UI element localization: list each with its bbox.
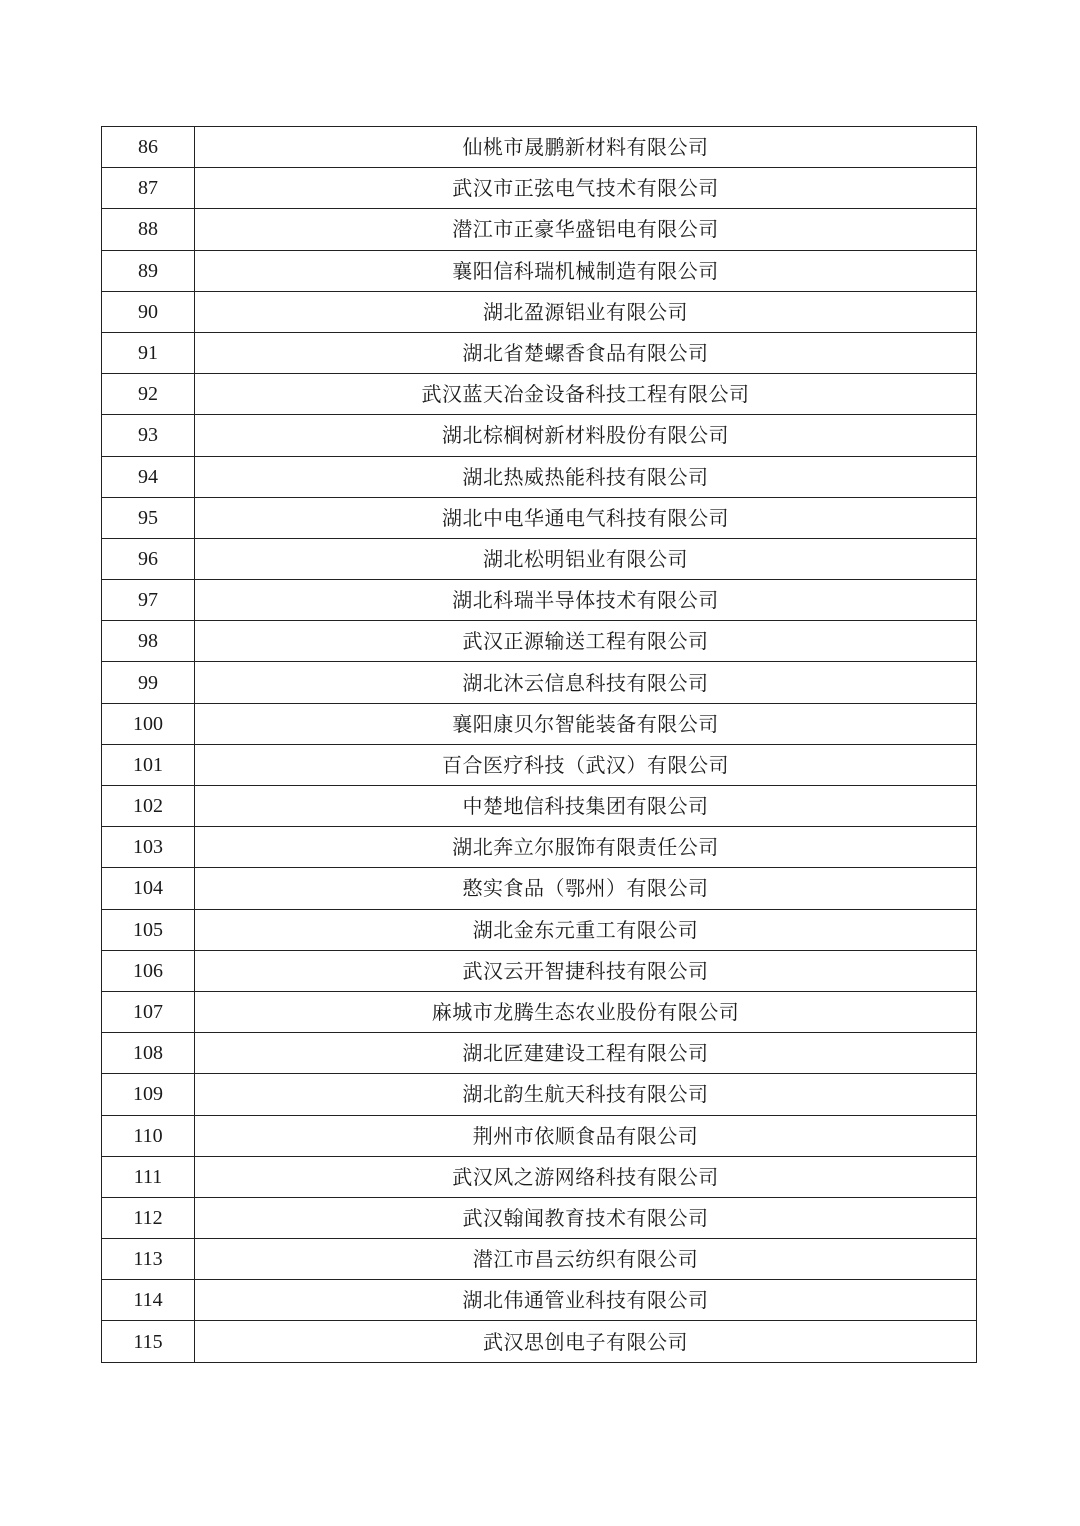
company-name-cell: 憨实食品（鄂州）有限公司 (195, 868, 977, 909)
company-name-cell: 潜江市昌云纺织有限公司 (195, 1239, 977, 1280)
row-number-cell: 115 (102, 1321, 195, 1362)
row-number-cell: 107 (102, 991, 195, 1032)
company-name-cell: 湖北棕榈树新材料股份有限公司 (195, 415, 977, 456)
company-name-cell: 湖北热威热能科技有限公司 (195, 456, 977, 497)
table-row (102, 1115, 977, 1156)
row-number-cell: 92 (102, 374, 195, 415)
table-row (102, 1239, 977, 1280)
row-number-cell: 109 (102, 1074, 195, 1115)
company-name-cell: 仙桃市晟鹏新材料有限公司 (195, 127, 977, 168)
row-number-cell: 111 (102, 1156, 195, 1197)
table-row (102, 374, 977, 415)
row-number-cell: 94 (102, 456, 195, 497)
company-name-cell: 潜江市正豪华盛铝电有限公司 (195, 209, 977, 250)
row-number-cell: 91 (102, 332, 195, 373)
table-row (102, 415, 977, 456)
table-row (102, 1321, 977, 1362)
table-row (102, 538, 977, 579)
company-name-cell: 荆州市依顺食品有限公司 (195, 1115, 977, 1156)
company-name-cell: 湖北科瑞半导体技术有限公司 (195, 580, 977, 621)
row-number-cell: 89 (102, 250, 195, 291)
table-body (102, 127, 977, 1363)
table-row (102, 332, 977, 373)
company-name-cell: 襄阳信科瑞机械制造有限公司 (195, 250, 977, 291)
row-number-cell: 88 (102, 209, 195, 250)
company-name-cell: 中楚地信科技集团有限公司 (195, 786, 977, 827)
table-row (102, 703, 977, 744)
table-row (102, 786, 977, 827)
row-number-cell: 103 (102, 827, 195, 868)
row-number-cell: 98 (102, 621, 195, 662)
table-row (102, 1197, 977, 1238)
table-row (102, 250, 977, 291)
company-name-cell: 武汉蓝天冶金设备科技工程有限公司 (195, 374, 977, 415)
row-number-cell: 110 (102, 1115, 195, 1156)
row-number-cell: 113 (102, 1239, 195, 1280)
table-row (102, 662, 977, 703)
row-number-cell: 86 (102, 127, 195, 168)
table-row (102, 1074, 977, 1115)
table-row (102, 909, 977, 950)
company-name-cell: 湖北中电华通电气科技有限公司 (195, 497, 977, 538)
table-row (102, 456, 977, 497)
company-name-cell: 湖北盈源铝业有限公司 (195, 291, 977, 332)
row-number-cell: 95 (102, 497, 195, 538)
company-name-cell: 湖北省楚螺香食品有限公司 (195, 332, 977, 373)
row-number-cell: 90 (102, 291, 195, 332)
table-row (102, 991, 977, 1032)
table-row (102, 291, 977, 332)
company-name-cell: 武汉风之游网络科技有限公司 (195, 1156, 977, 1197)
row-number-cell: 112 (102, 1197, 195, 1238)
row-number-cell: 102 (102, 786, 195, 827)
row-number-cell: 108 (102, 1033, 195, 1074)
company-name-cell: 湖北松明铝业有限公司 (195, 538, 977, 579)
row-number-cell: 96 (102, 538, 195, 579)
table-row (102, 621, 977, 662)
table-row (102, 827, 977, 868)
table-row (102, 1033, 977, 1074)
company-name-cell: 湖北伟通管业科技有限公司 (195, 1280, 977, 1321)
company-name-cell: 百合医疗科技（武汉）有限公司 (195, 744, 977, 785)
table-row (102, 868, 977, 909)
row-number-cell: 106 (102, 950, 195, 991)
table-row (102, 744, 977, 785)
row-number-cell: 99 (102, 662, 195, 703)
row-number-cell: 104 (102, 868, 195, 909)
company-name-cell: 湖北匠建建设工程有限公司 (195, 1033, 977, 1074)
company-name-cell: 湖北沐云信息科技有限公司 (195, 662, 977, 703)
row-number-cell: 100 (102, 703, 195, 744)
company-list-table (101, 126, 977, 1363)
company-name-cell: 武汉云开智捷科技有限公司 (195, 950, 977, 991)
table-row (102, 209, 977, 250)
row-number-cell: 101 (102, 744, 195, 785)
company-name-cell: 武汉翰闻教育技术有限公司 (195, 1197, 977, 1238)
company-name-cell: 武汉市正弦电气技术有限公司 (195, 168, 977, 209)
row-number-cell: 93 (102, 415, 195, 456)
row-number-cell: 97 (102, 580, 195, 621)
company-name-cell: 湖北金东元重工有限公司 (195, 909, 977, 950)
company-name-cell: 麻城市龙腾生态农业股份有限公司 (195, 991, 977, 1032)
row-number-cell: 105 (102, 909, 195, 950)
company-name-cell: 襄阳康贝尔智能装备有限公司 (195, 703, 977, 744)
company-name-cell: 武汉思创电子有限公司 (195, 1321, 977, 1362)
table-row (102, 1156, 977, 1197)
company-name-cell: 湖北奔立尔服饰有限责任公司 (195, 827, 977, 868)
row-number-cell: 87 (102, 168, 195, 209)
table-row (102, 168, 977, 209)
table-row (102, 950, 977, 991)
row-number-cell: 114 (102, 1280, 195, 1321)
company-name-cell: 武汉正源输送工程有限公司 (195, 621, 977, 662)
table-row (102, 127, 977, 168)
table-row (102, 580, 977, 621)
table-row (102, 1280, 977, 1321)
table-row (102, 497, 977, 538)
company-name-cell: 湖北韵生航天科技有限公司 (195, 1074, 977, 1115)
